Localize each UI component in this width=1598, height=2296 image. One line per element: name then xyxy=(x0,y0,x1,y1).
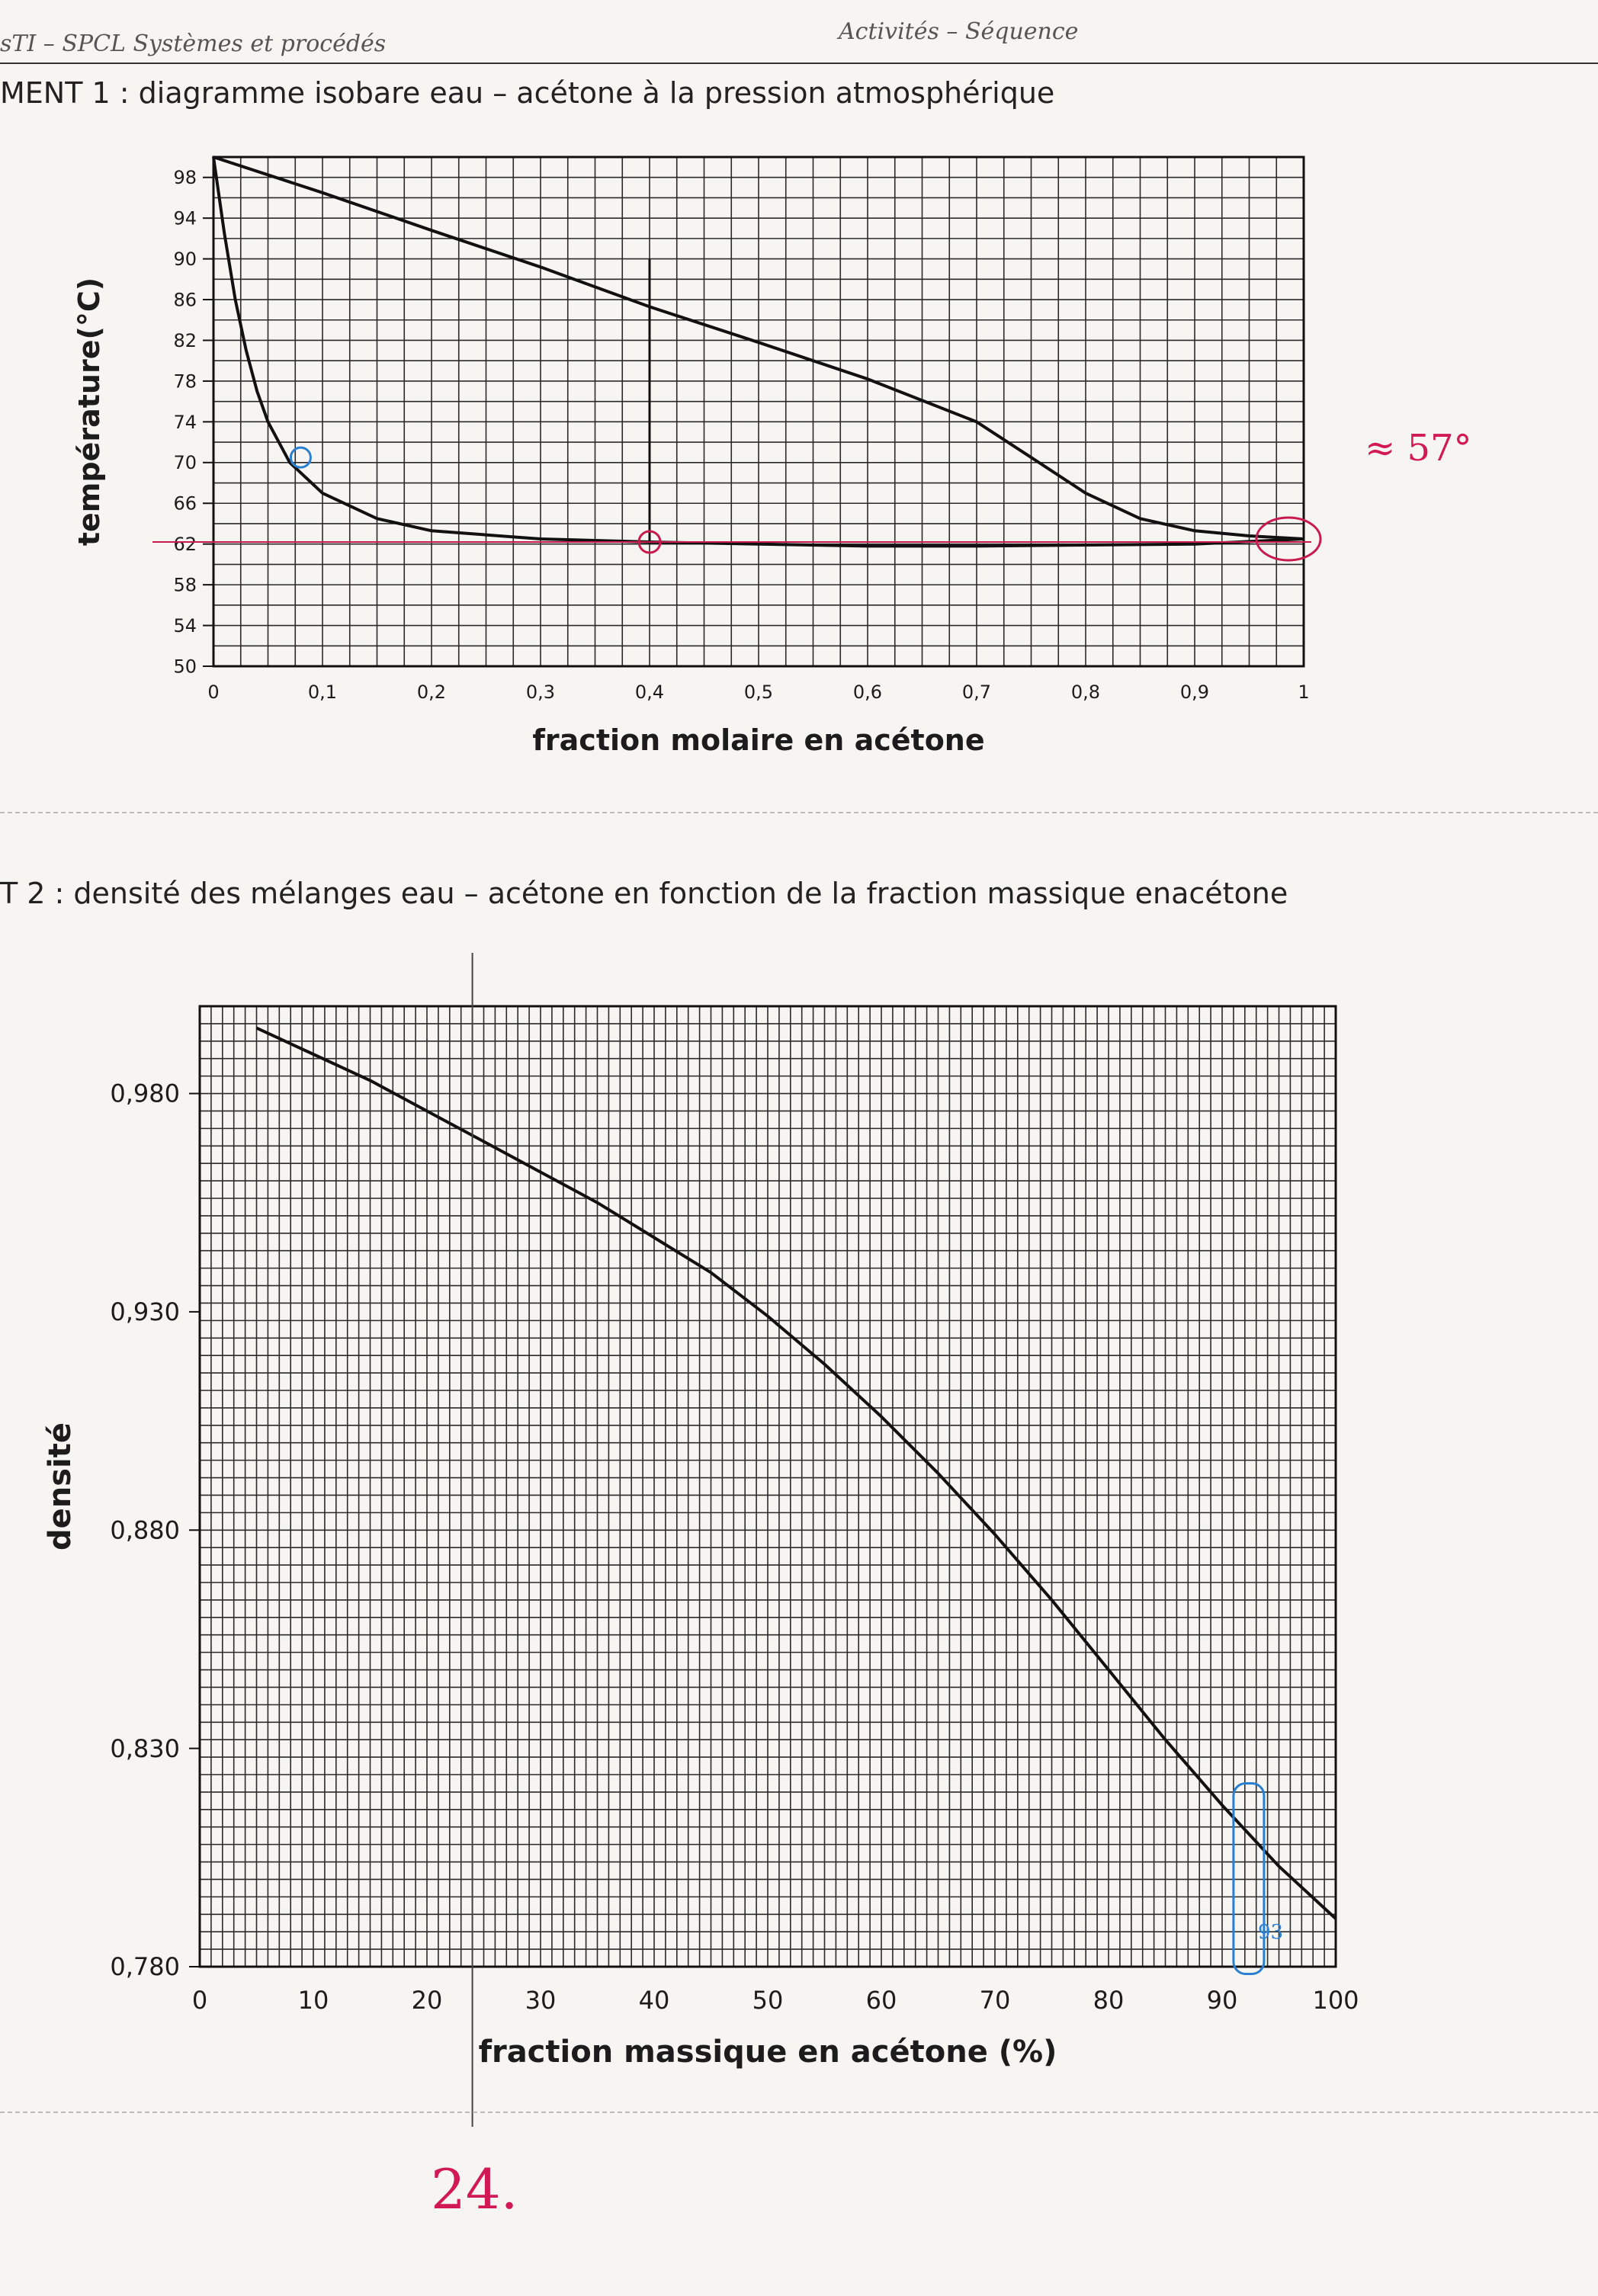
handwritten-blue-box xyxy=(1234,1783,1264,1974)
y-tick-label: 50 xyxy=(173,656,197,678)
series-line-1 xyxy=(257,1028,1336,1919)
x-tick-label: 10 xyxy=(297,1986,329,2015)
y-tick-label: 62 xyxy=(173,534,197,556)
y-tick-label: 74 xyxy=(173,411,197,433)
x-tick-label: 0,9 xyxy=(1179,681,1210,703)
x-tick-label: 50 xyxy=(752,1986,784,2015)
y-tick-label: 86 xyxy=(173,289,197,311)
x-tick-label: 0,3 xyxy=(525,681,556,703)
y-axis-title: densité xyxy=(43,1422,78,1551)
x-tick-label: 20 xyxy=(411,1986,443,2015)
x-tick-label: 30 xyxy=(525,1986,557,2015)
x-tick-label: 0,4 xyxy=(634,681,665,703)
header-rule xyxy=(0,63,1598,64)
handwritten-temperature-note: ≈ 57° xyxy=(1365,427,1472,470)
grid xyxy=(213,157,1304,666)
handwritten-93-note: 93 xyxy=(1258,1921,1284,1944)
handwritten-24-note: 24. xyxy=(431,2157,518,2221)
handwritten-blue-circle xyxy=(290,447,310,467)
x-tick-label: 0,1 xyxy=(307,681,338,703)
y-tick-label: 90 xyxy=(173,249,197,270)
document-2-title: T 2 : densité des mélanges eau – acétone en fonction de la fraction massique enacétone xyxy=(0,877,1288,910)
x-tick-label: 0,2 xyxy=(416,681,447,703)
x-tick-label: 40 xyxy=(638,1986,670,2015)
bottom-separator xyxy=(0,2112,1598,2113)
x-tick-label: 60 xyxy=(865,1986,897,2015)
grid xyxy=(200,1006,1336,1967)
x-tick-label: 0,8 xyxy=(1070,681,1101,703)
y-tick-label: 82 xyxy=(173,329,197,351)
x-tick-label: 70 xyxy=(979,1986,1011,2015)
x-tick-label: 0,5 xyxy=(743,681,774,703)
section-separator xyxy=(0,812,1598,813)
y-tick-label: 0,880 xyxy=(110,1515,180,1545)
y-tick-label: 58 xyxy=(173,574,197,596)
y-tick-label: 0,780 xyxy=(110,1952,180,1982)
x-axis-title: fraction molaire en acétone xyxy=(532,723,985,757)
y-tick-label: 0,830 xyxy=(110,1733,180,1763)
x-tick-label: 1 xyxy=(1298,681,1310,703)
document-1-title: MENT 1 : diagramme isobare eau – acétone à la pression atmosphérique xyxy=(0,76,1055,110)
x-tick-label: 0,7 xyxy=(961,681,992,703)
x-axis-title: fraction massique en acétone (%) xyxy=(478,2035,1057,2070)
y-tick-label: 0,930 xyxy=(110,1297,180,1327)
header-right-text: Activités – Séquence xyxy=(839,18,1079,45)
x-tick-label: 0 xyxy=(207,681,220,703)
y-tick-label: 78 xyxy=(173,370,197,393)
isobaric-diagram-chart xyxy=(0,76,1598,854)
x-tick-label: 0 xyxy=(191,1986,208,2015)
x-tick-label: 90 xyxy=(1206,1986,1238,2015)
x-tick-label: 0,6 xyxy=(852,681,883,703)
density-chart xyxy=(0,953,1598,2249)
header-left-text: sTI – SPCL Systèmes et procédés xyxy=(0,30,387,57)
x-tick-label: 80 xyxy=(1093,1986,1125,2015)
y-tick-label: 66 xyxy=(173,492,197,515)
page-header xyxy=(0,18,1598,69)
y-tick-label: 94 xyxy=(173,207,197,229)
y-tick-label: 98 xyxy=(173,167,197,189)
y-tick-label: 70 xyxy=(173,452,197,474)
y-tick-label: 54 xyxy=(173,614,197,637)
x-tick-label: 100 xyxy=(1312,1986,1359,2015)
y-tick-label: 0,980 xyxy=(110,1079,180,1108)
y-axis-title: température(°C) xyxy=(72,277,106,547)
